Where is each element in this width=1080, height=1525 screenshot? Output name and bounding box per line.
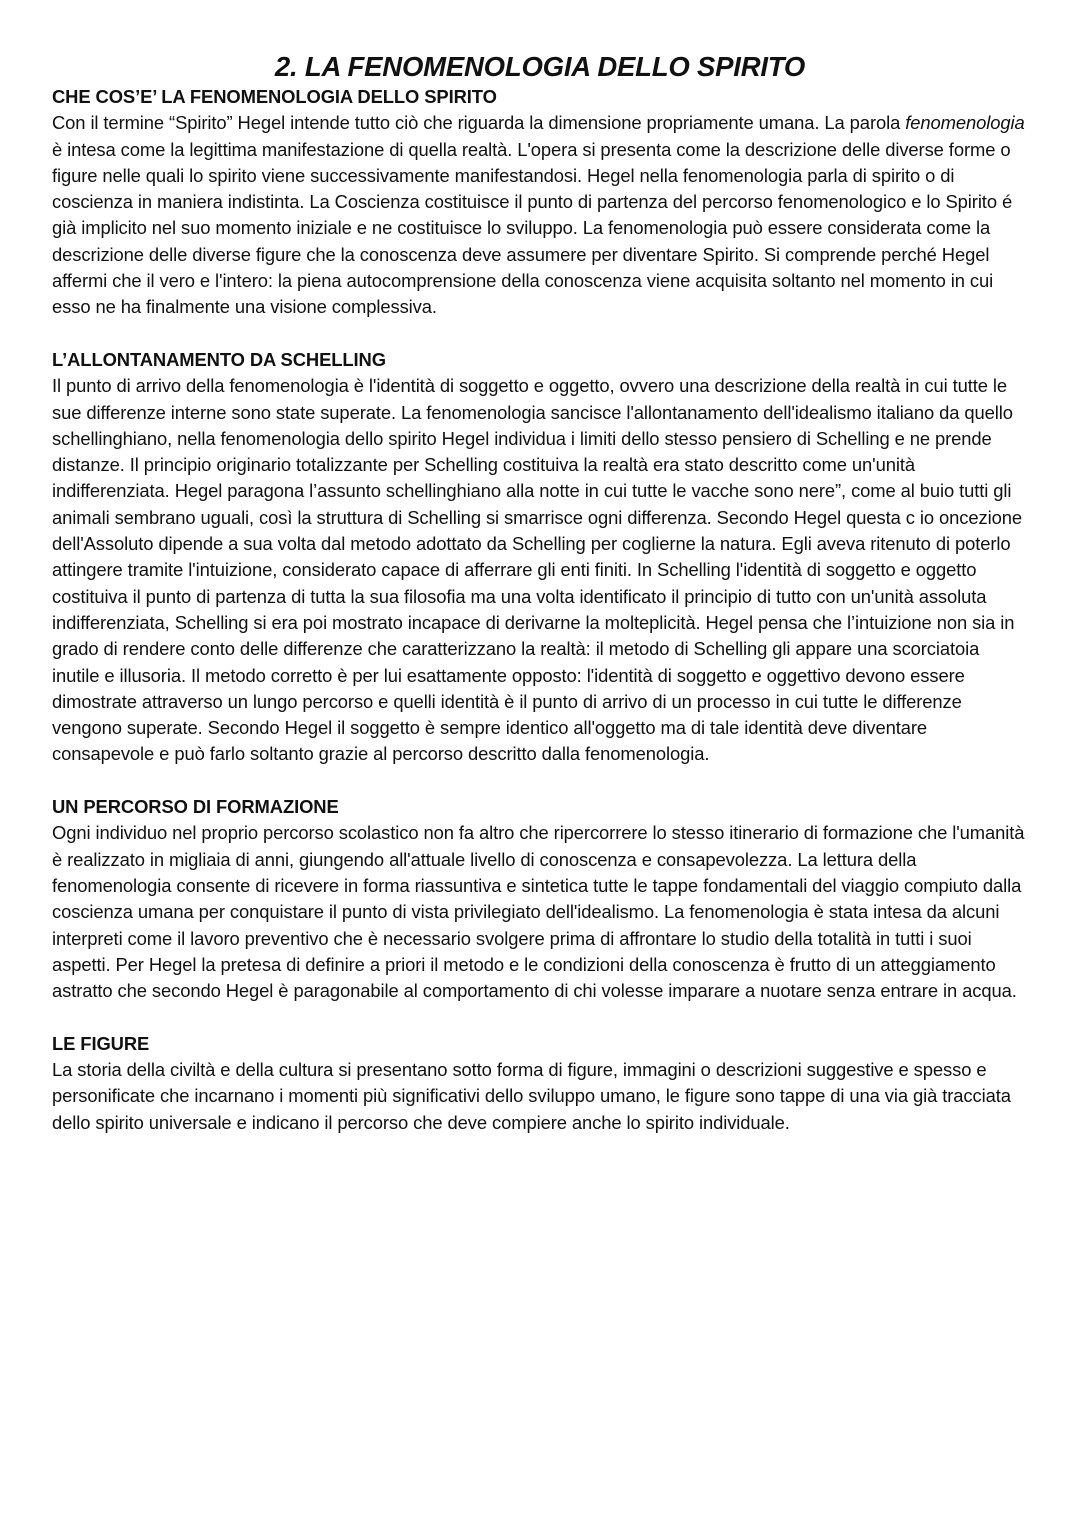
- section-paragraph: Ogni individuo nel proprio percorso scolastico non fa altro che ripercorrere lo stesso itinerario di formazione che l'umanità è realizzato in migliaia di anni, giungendo all'attuale livello di conoscenza e consapevolezza. La lettura della fenomenologia consente di ricevere in forma riassuntiva e sintetica tutte le tappe fondamentali del viaggio compiuto dalla coscienza umana per conquistare il punto di vista privilegiato dell'idealismo. La fenomenologia è stata intesa da alcuni interpreti come il lavoro preventivo che è necessario svolgere prima di affrontare lo studio della totalità in tutti i suoi aspetti. Per Hegel la pretesa di definire a priori il metodo e le condizioni della conoscenza è frutto di un atteggiamento astratto che secondo Hegel è paragonabile al comportamento di chi volesse imparare a nuotare senza entrare in acqua.: [52, 822, 1025, 1002]
- section-departure-from-schelling: [52, 347, 1028, 768]
- section-formation-path: [52, 794, 1028, 1004]
- emphasized-term: fenomenologia: [905, 112, 1025, 134]
- section-paragraph: Il punto di arrivo della fenomenologia è l'identità di soggetto e oggetto, ovvero una descrizione della realtà in cui tutte le sue differenze interne sono state superate. La fenomenologia sancisce l'allontanamento dell'idealismo italiano da quello schellinghiano, nella fenomenologia dello spirito Hegel individua i limiti dello stesso pensiero di Schelling e ne prende distanze. Il principio originario totalizzante per Schelling costituiva la realtà era stato descritto come un'unità indifferenziata. Hegel paragona l’assunto schellinghiano alla notte in cui tutte le vacche sono nere”, come al buio tutti gli animali sembrano uguali, così la struttura di Schelling si smarrisce ogni differenza. Secondo Hegel questa c io oncezione dell'Assoluto dipende a sua volta dal metodo adottato da Schelling per coglierne la natura. Egli aveva ritenuto di poterlo attingere tramite l'intuizione, considerato capace di afferrare gli enti finiti. In Schelling l'identità di soggetto e oggetto costituiva il punto di partenza di tutta la sua filosofia ma una volta identificato il principio di tutto con un'unità assoluta indifferenziata, Schelling si era poi mostrato incapace di derivarne la molteplicità. Hegel pensa che l’intuizione non sia in grado di rendere conto delle differenze che caratterizzano la realtà: il metodo di Schelling gli appare una scorciatoia inutile e illusoria. Il metodo corretto è per lui esattamente opposto: l'identità di soggetto e oggettivo devono essere dimostrate attraverso un lungo percorso e quelli identità è il punto di arrivo di un processo in cui tutte le differenze vengono superate. Secondo Hegel il soggetto è sempre identico all'oggetto ma di tale identità deve diventare consapevole e può farlo soltanto grazie al percorso descritto dalla fenomenologia.: [52, 375, 1022, 765]
- paragraph-text: Con il termine “Spirito” Hegel intende tutto ciò che riguarda la dimensione propriamente umana. La parola: [52, 112, 906, 134]
- section-heading: L’ALLONTANAMENTO DA SCHELLING: [52, 348, 386, 370]
- paragraph-text: è intesa come la legittima manifestazione di quella realtà. L'opera si presenta come la descrizione delle diverse forme o figure nelle quali lo spirito viene successivamente manifestandosi. Hegel nella fenomenologia parla di spirito o di coscienza in maniera indistinta. La Coscienza costituisce il punto di partenza del percorso fenomenologico e lo Spirito é già implicito nel suo momento iniziale e ne costituisce lo sviluppo. La fenomenologia può essere considerata come la descrizione delle diverse figure che la conoscenza deve assumere per diventare Spirito. Si comprende perché Hegel affermi che il vero e l'intero: la piena autocomprensione della conoscenza viene acquisita soltanto nel momento in cui esso ne ha finalmente una visione complessiva.: [52, 138, 1013, 318]
- section-heading: LE FIGURE: [52, 1032, 150, 1054]
- section-paragraph: [52, 110, 1028, 320]
- document-title: 2. LA FENOMENOLOGIA DELLO SPIRITO: [274, 51, 806, 82]
- section-figures: [52, 1031, 1028, 1136]
- section-what-is-phenomenology: [52, 84, 1028, 321]
- section-heading: UN PERCORSO DI FORMAZIONE: [52, 796, 339, 818]
- section-heading: CHE COS’E’ LA FENOMENOLOGIA DELLO SPIRITO: [52, 86, 497, 107]
- section-paragraph: La storia della civiltà e della cultura si presentano sotto forma di figure, immagini o descrizioni suggestive e spesso e personificate che incarnano i momenti più significativi dello sviluppo umano, le figure sono tappe di una via già tracciata dello spirito universale e indicano il percorso che deve compiere anche lo spirito individuale.: [52, 1058, 1011, 1133]
